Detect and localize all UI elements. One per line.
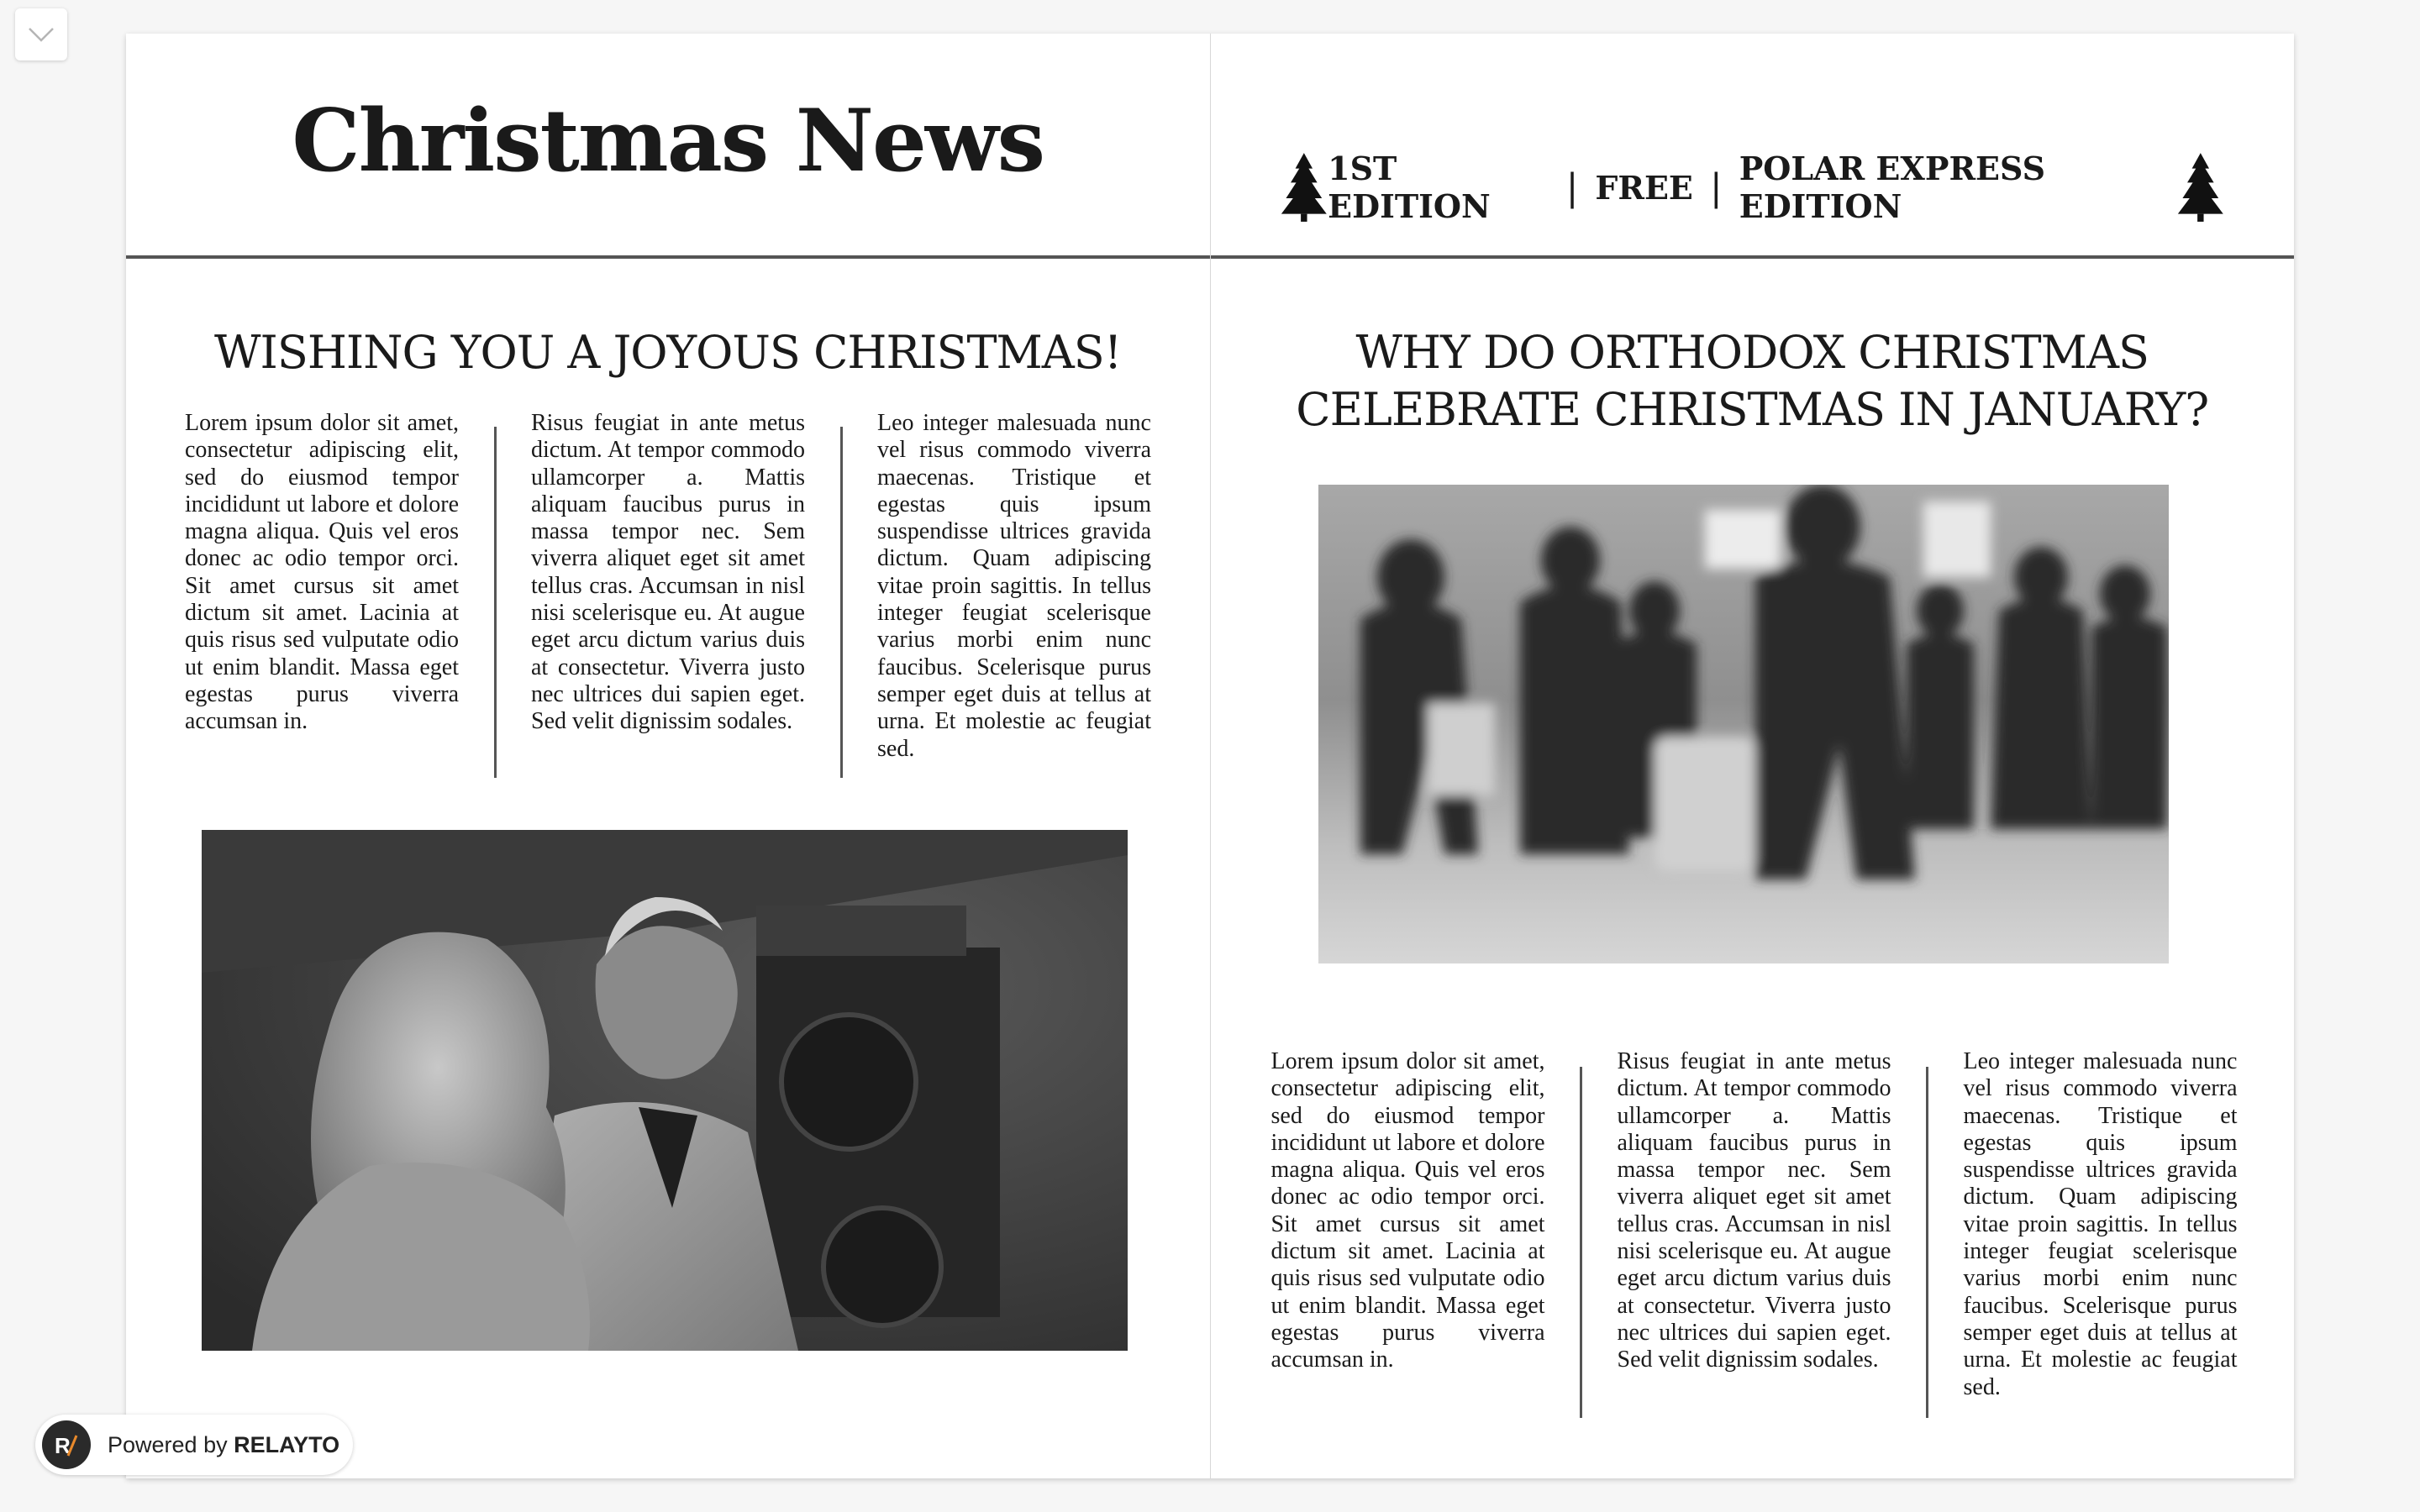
left-article-columns — [185, 410, 1151, 822]
powered-by-badge[interactable] — [35, 1415, 353, 1475]
powered-by-brand: RELAYTO — [234, 1431, 340, 1457]
left-column-1: Lorem ipsum dolor sit amet, consectetur adipiscing elit, sed do eiusmod tempor incididunt ut labore et dolore magna aliqua. Quis vel eros donec ac odio tempor orci. Sit amet cursus sit amet dictum sit amet. Lacinia at quis risus sed vulputate odio ut enim blandit. Massa eget egestas purus viverra accumsan in. — [185, 410, 459, 735]
powered-by-prefix: Powered by — [108, 1431, 228, 1457]
relayto-logo-icon — [42, 1420, 91, 1469]
christmas-tree-icon — [1280, 149, 1328, 226]
newspaper-title: Christmas News — [292, 91, 1044, 192]
left-masthead — [126, 34, 1210, 259]
christmas-tree-icon — [2176, 149, 2225, 226]
powered-by-text — [108, 1432, 339, 1458]
collapse-toolbar-button[interactable] — [15, 8, 67, 60]
left-column-2: Risus feugiat in ante metus dictum. At tempor commodo ullamcorper a. Mattis aliquam faucibus purus in massa tempor nec. Sem viverra aliquet eget sit amet tellus cras. Accumsan in nisl nisi scelerisque eu. At augue eget arcu dictum varius duis at consectetur. Viverra justo nec ultrices dui sapien eget. Sed velit dignissim sodales. — [531, 410, 805, 735]
column-divider — [1926, 1067, 1928, 1418]
left-headline: WISHING YOU A JOYOUS CHRISTMAS! — [214, 326, 1122, 379]
svg-text:R: R — [55, 1433, 71, 1458]
edition-price: FREE — [1595, 168, 1693, 207]
edition-bar — [1280, 141, 2226, 234]
newspaper-spread — [126, 34, 2294, 1478]
right-page — [1211, 34, 2295, 1478]
right-column-3: Leo integer malesuada nunc vel risus commodo viverra maecenas. Tristique et egestas quis ipsum suspendisse ultrices gravida dictum. Quam adipiscing vitae proin sagittis. In tellus integer feugiat scelerisque varius morbi enim nunc faucibus. Scelerisque purus semper eget duis at tellus at urna. Et molestie ac feugiat sed. — [1963, 1048, 2238, 1400]
crowd-photo — [1318, 485, 2169, 963]
right-column-1: Lorem ipsum dolor sit amet, consectetur adipiscing elit, sed do eiusmod tempor incididunt ut labore et dolore magna aliqua. Quis vel eros donec ac odio tempor orci. Sit amet cursus sit amet dictum sit amet. Lacinia at quis risus sed vulputate odio ut enim blandit. Massa eget egestas purus viverra accumsan in. — [1270, 1048, 1545, 1373]
chevron-down-icon — [27, 26, 55, 43]
edition-separator: | — [1565, 165, 1579, 209]
column-divider — [840, 427, 843, 778]
right-masthead — [1211, 34, 2295, 259]
edition-separator: | — [1709, 165, 1723, 209]
edition-name: POLAR EXPRESS EDITION — [1739, 150, 2046, 225]
column-divider — [1580, 1067, 1582, 1418]
column-divider — [494, 427, 497, 778]
right-article-columns — [1271, 1048, 2238, 1435]
edition-number: 1ST EDITION — [1328, 150, 1491, 225]
right-column-2: Risus feugiat in ante metus dictum. At tempor commodo ullamcorper a. Mattis aliquam faucibus purus in massa tempor nec. Sem viverra aliquet eget sit amet tellus cras. Accumsan in nisl nisi scelerisque eu. At augue eget arcu dictum varius duis at consectetur. Viverra justo nec ultrices dui sapien eget. Sed velit dignissim sodales. — [1617, 1048, 1891, 1373]
right-headline: WHY DO ORTHODOX CHRISTMAS CELEBRATE CHRISTMAS IN JANUARY? — [1296, 326, 2209, 436]
edition-info — [1328, 150, 2176, 225]
left-column-3: Leo integer malesuada nunc vel risus commodo viverra maecenas. Tristique et egestas quis ipsum suspendisse ultrices gravida dictum. Quam adipiscing vitae proin sagittis. In tellus integer feugiat scelerisque varius morbi enim nunc faucibus. Scelerisque purus semper eget duis at tellus at urna. Et molestie ac feugiat sed. — [877, 410, 1151, 762]
couple-photo — [202, 830, 1128, 1351]
left-page — [126, 34, 1211, 1478]
